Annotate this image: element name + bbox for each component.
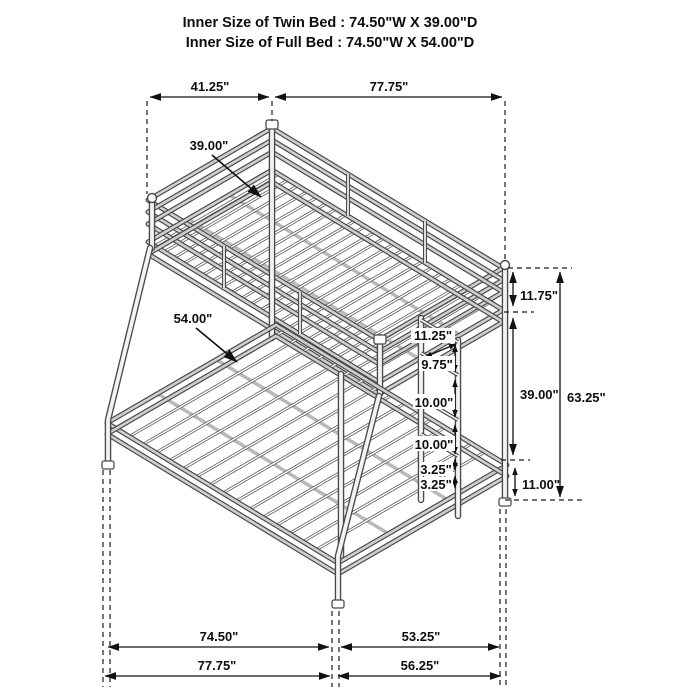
front-leg-foot bbox=[332, 600, 344, 608]
dim-label-rung-gap-2: 10.00" bbox=[414, 395, 454, 410]
title-block bbox=[183, 15, 478, 51]
dim-label-bottom-total-length: 77.75" bbox=[197, 658, 237, 673]
left-post-finial bbox=[148, 194, 157, 203]
left-leg-foot bbox=[102, 461, 114, 469]
dim-label-rung-width: 11.25" bbox=[414, 328, 452, 343]
dim-label-bottom-total-depth: 56.25" bbox=[400, 658, 440, 673]
dim-label-rail-tube-2: 3.25" bbox=[420, 477, 452, 492]
dim-label-rung-gap-3: 10.00" bbox=[414, 437, 454, 452]
right-leg-foot bbox=[499, 498, 511, 506]
dim-label-rung-gap-1: 9.75" bbox=[421, 357, 453, 372]
dim-label-bottom-full-depth: 53.25" bbox=[401, 629, 441, 644]
dim-label-total-height: 63.25" bbox=[567, 390, 606, 405]
dim-label-top-left-span: 41.25" bbox=[190, 79, 230, 94]
dim-label-bunk-gap: 39.00" bbox=[520, 387, 559, 402]
dim-label-top-right-span: 77.75" bbox=[369, 79, 409, 94]
title-line-full: Inner Size of Full Bed : 74.50"W X 54.00"D bbox=[185, 35, 475, 51]
title-line-twin: Inner Size of Twin Bed : 74.50"W X 39.00"D bbox=[182, 15, 478, 31]
back-post-cap bbox=[266, 120, 278, 129]
dim-label-guardrail-height: 11.75" bbox=[520, 288, 558, 303]
front-post-cap bbox=[374, 335, 386, 344]
dim-label-underbed: 11.00" bbox=[522, 477, 560, 492]
dim-label-bottom-twin-length: 74.50" bbox=[199, 629, 239, 644]
dim-label-rail-tube-1: 3.25" bbox=[420, 462, 452, 477]
dim-label-full-depth: 54.00" bbox=[173, 311, 213, 326]
dim-label-twin-depth: 39.00" bbox=[189, 138, 229, 153]
